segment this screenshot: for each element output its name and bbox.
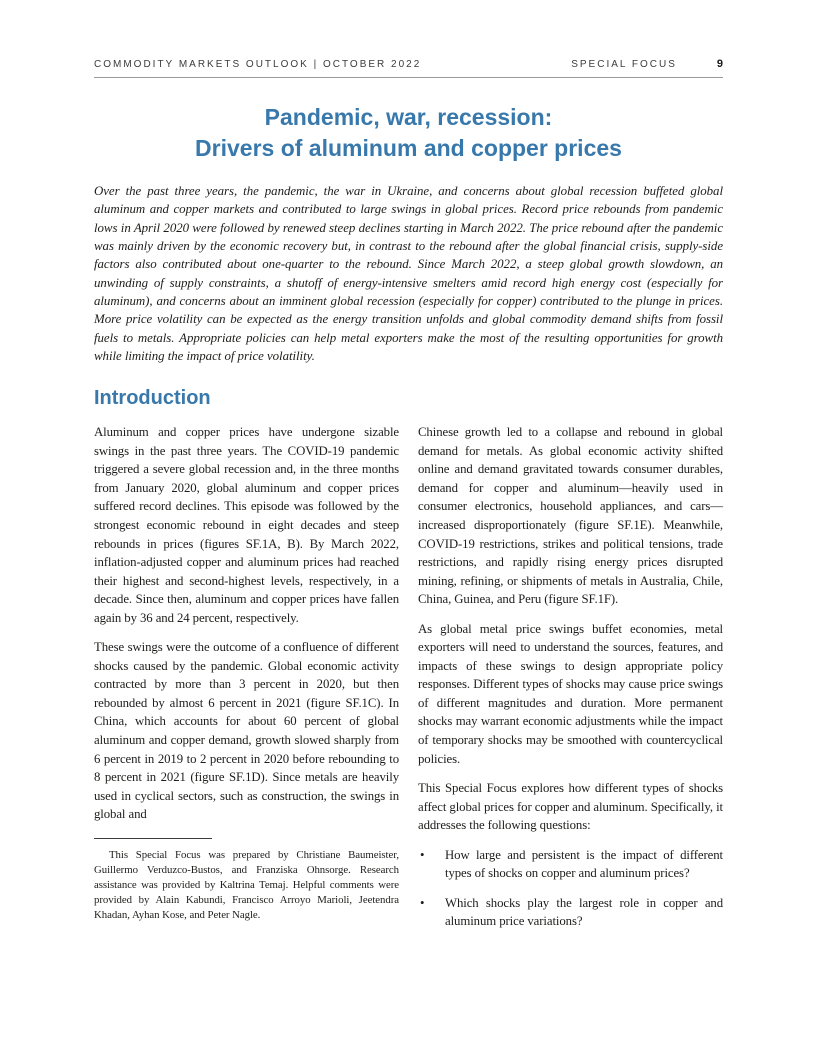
list-item: [418, 894, 723, 931]
body-paragraph: Aluminum and copper prices have undergone sizable swings in the past three years. The COVID-19 pandemic triggered a severe global recession and, in the three months from January 2020, global aluminum and copper prices suffered record declines. This episode was followed by the strongest economic rebound in eight decades and steep rebounds in prices (figures SF.1A, B). By March 2022, inflation-adjusted copper and aluminum prices had reached their highest and second-highest levels, respectively, in a decade. Since then, aluminum and copper prices have fallen again by 36 and 24 percent, respectively.: [94, 425, 399, 625]
right-column: [418, 423, 723, 942]
section-heading-introduction: Introduction: [94, 387, 211, 410]
body-paragraph: Chinese growth led to a collapse and rebound in global demand for metals. As global economic activity shifted online and demand gravitated towards consumer durables, demand for copper and aluminum—heavily used in consumer electronics, household appliances, and cars—increased disproportionately (figure SF.1E). Meanwhile, COVID-19 restrictions, strikes and political tensions, trade restrictions, and rapidly rising energy prices disrupted mining, refining, or shipments of metals in Australia, Chile, China, Guinea, and Peru (figure SF.1F).: [418, 425, 723, 607]
page-content: [94, 58, 723, 942]
section-label: SPECIAL FOCUS: [571, 59, 677, 70]
footnote-block: [94, 838, 399, 924]
left-column: [94, 423, 399, 942]
header-right-group: [571, 58, 723, 70]
article-title-line1: Pandemic, war, recession:: [264, 104, 553, 130]
article-title: [94, 102, 723, 164]
article-title-line2: Drivers of aluminum and copper prices: [195, 135, 622, 162]
body-paragraph: This Special Focus explores how different types of shocks affect global prices for copper and aluminum. Specifically, it addresses the following questions:: [418, 781, 723, 833]
footnote: This Special Focus was prepared by Christiane Baumeister, Guillermo Verduzco-Bustos, and Franziska Ohnsorge. Research assistance was provided by Kaltrina Temaj. Helpful comments were provided by Alain Kabundi, Francisco Arroyo Marioli, Jeetendra Khadan, Ayhan Kose, and Peter Nagle.: [94, 848, 399, 922]
bullet-list: [418, 846, 723, 931]
page-header: [94, 58, 723, 78]
body-paragraph: These swings were the outcome of a confluence of different shocks caused by the pandemic. Global economic activity contracted by more than 3 percent in 2020, but then rebounded by almost 6 percent in 2021 (figure SF.1C). In China, which accounts for about 60 percent of global aluminum and copper demand, growth slowed sharply from 6 percent in 2019 to 2 percent in 2020 before rebounding to 8 percent in 2021 (figure SF.1D). Since metals are heavily used in cyclical sectors, such as construction, the swings in global and: [94, 640, 399, 822]
abstract: Over the past three years, the pandemic, the war in Ukraine, and concerns about global recession buffeted global aluminum and copper markets and contributed to large swings in global prices. Record price rebounds from pandemic lows in April 2020 were followed by renewed steep declines starting in March 2022. The price rebound after the pandemic was mainly driven by the economic recovery but, in contrast to the rebound after the global financial crisis, supply-side factors also contributed about one-quarter to the rebound. Since March 2022, a steep global growth slowdown, an unwinding of supply constraints, a shutoff of energy-intensive smelters amid record high energy cost (especially for aluminum), and concerns about an imminent global recession (especially for copper) contributed to the plunge in prices. More price volatility can be expected as the energy transition unfolds and global commodity demand shifts from fossil fuels to metals. Appropriate policies can help metal exporters make the most of the resulting opportunities for growth while limiting the impact of price volatility.: [94, 184, 723, 363]
bullet-icon: •: [420, 895, 425, 910]
body-paragraph: As global metal price swings buffet economies, metal exporters will need to understand the sources, features, and impacts of these swings to design appropriate policy responses. Different types of shocks may cause price swings of different magnitudes and duration. More permanent shocks may warrant economic adjustments while the impact of temporary shocks may be smoothed with countercyclical policies.: [418, 621, 723, 766]
bullet-text: Which shocks play the largest role in copper and aluminum price variations?: [445, 895, 723, 929]
footnote-divider: [94, 838, 212, 839]
bullet-icon: •: [420, 847, 425, 862]
running-title: COMMODITY MARKETS OUTLOOK | OCTOBER 2022: [94, 59, 422, 70]
list-item: [418, 846, 723, 883]
two-column-body: [94, 423, 723, 942]
page-number: 9: [716, 58, 723, 70]
bullet-text: How large and persistent is the impact of different types of shocks on copper and aluminum prices?: [445, 847, 723, 881]
